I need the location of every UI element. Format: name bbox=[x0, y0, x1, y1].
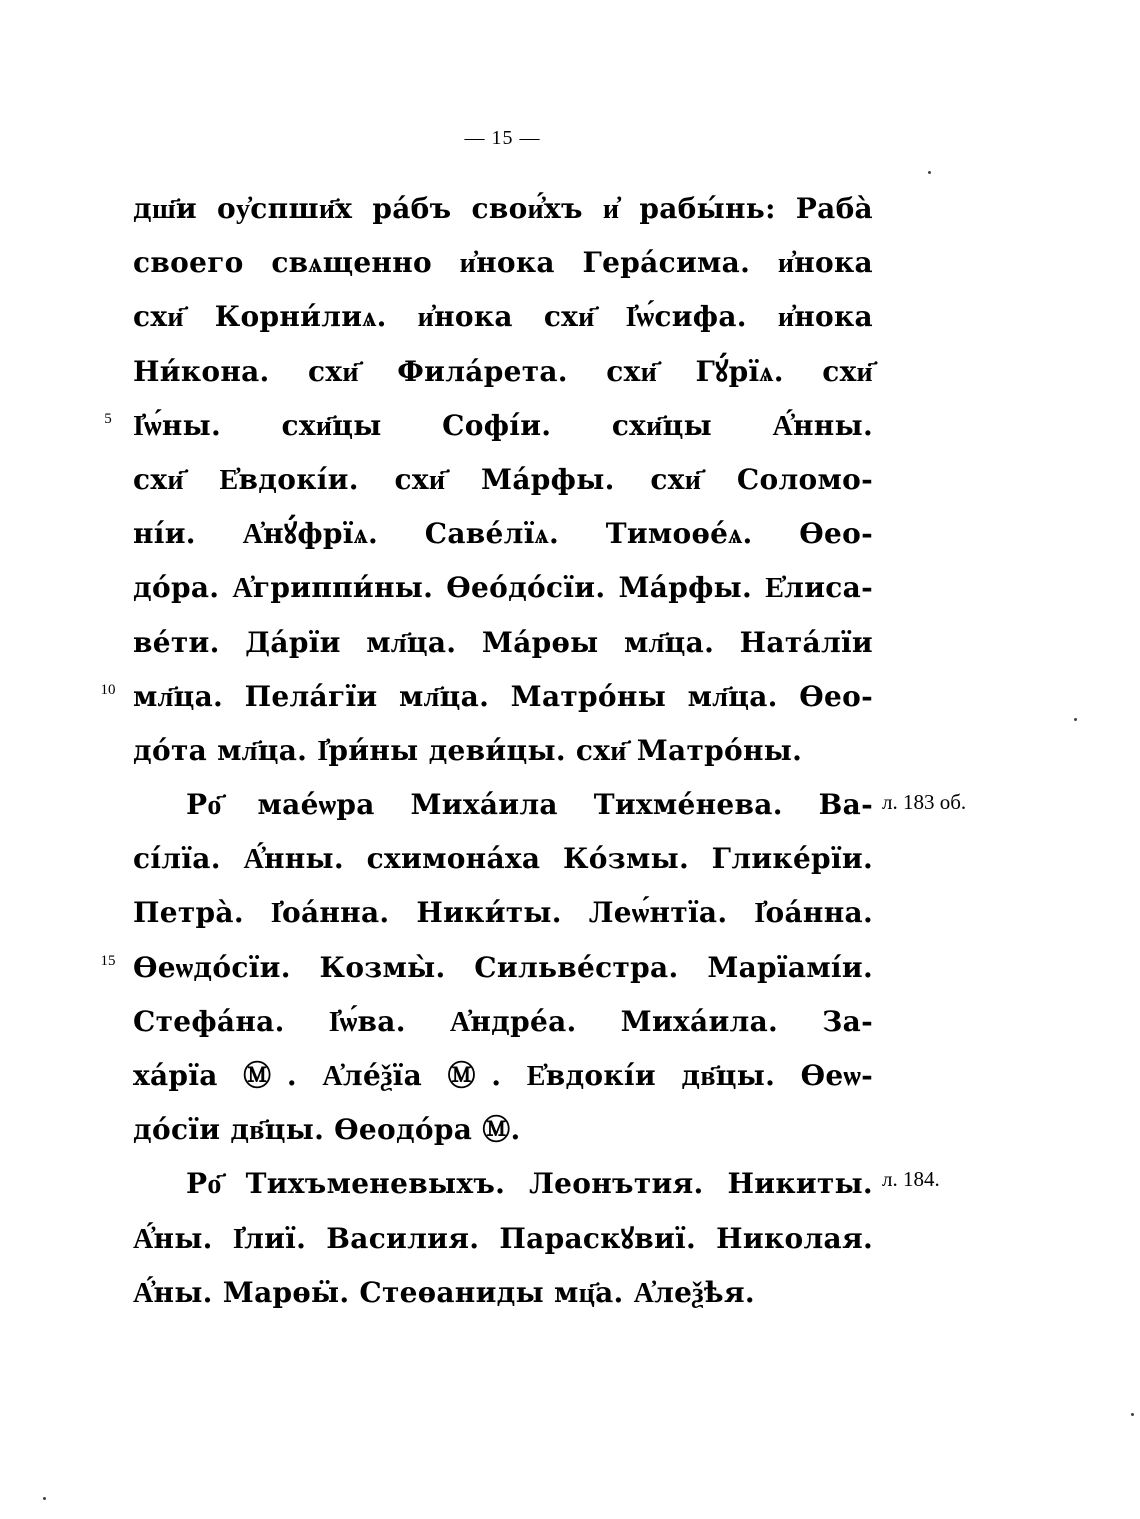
text-line: Ро҃ Тихъменевыхъ. Леонътия. Никиты. bbox=[186, 1167, 873, 1201]
paper-speck bbox=[1131, 1413, 1134, 1416]
text-line: до́ра. А҆гриппи́ны. Ѳео́до́сїи. Ма́рфы. Е҆лиса- bbox=[133, 571, 873, 605]
text-line: А҆́ны. І҆лиї. Василия. Параскꙋвиї. Николая. bbox=[133, 1221, 873, 1255]
text-line: дш҃и оу҆спши҃х ра́бъ свои҆́хъ и҆ рабы́нь: Раба̀ bbox=[133, 192, 873, 225]
text-line: до́сїи дв҃цы. Ѳеодо́ра Ⓜ. bbox=[133, 1113, 521, 1147]
text-block bbox=[133, 182, 873, 1320]
text-line: І҆ѡ́ны. схи҃цы Софі́и. схи҃цы А҆́нны. bbox=[133, 408, 873, 442]
text-line: мл҃ца. Пела́гїи мл҃ца. Матро́ны мл҃ца. Ѳео- bbox=[133, 679, 873, 713]
text-line: Ро҃ мае́ѡра Миха́ила Тихме́нева. Ва- bbox=[186, 788, 873, 822]
paper-speck bbox=[1074, 718, 1077, 721]
margin-note-folio: л. 183 об. bbox=[882, 790, 967, 814]
text-line: Ѳеѡдо́сїи. Козмы̀. Сильве́стра. Марїамі́и. bbox=[133, 950, 873, 984]
page-number: — 15 — bbox=[464, 127, 541, 149]
text-line: Стефа́на. І҆ѡ́ва. А҆ндре́а. Миха́ила. За- bbox=[133, 1004, 873, 1038]
margin-note-folio: л. 184. bbox=[882, 1167, 940, 1191]
text-line: схи҃ Корни́лиѧ. и҆нока схи҃ І҆ѡ́сифа. и҆нока bbox=[133, 300, 873, 334]
text-line: схи҃ Е҆вдокі́и. схи҃ Ма́рфы. схи҃ Соломо- bbox=[133, 462, 873, 496]
line-number-5: 5 bbox=[104, 411, 112, 427]
text-line: Петра̀. І҆оа́нна. Ники́ты. Леѡ́нтїа. І҆оа́нна. bbox=[133, 896, 873, 930]
paper-speck bbox=[43, 1497, 46, 1500]
text-line: Ни́кона. схи҃ Фила́рета. схи҃ Гꙋ́рїѧ. схи҃ bbox=[133, 354, 873, 388]
text-line: ні́и. А҆нꙋ́фрїѧ. Саве́лїѧ. Тимоѳе́ѧ. Ѳео- bbox=[133, 517, 873, 551]
text-line: сі́лїа. А҆́нны. схимона́ха Ко́змы. Глике́рїи. bbox=[133, 842, 873, 876]
paper-speck bbox=[928, 171, 931, 174]
text-line: А҆́ны. Марѳӹ. Стеѳаниды мц҃а. А҆леѯѣя. bbox=[133, 1275, 755, 1309]
text-line: своего свѧщенно и҆нока Гера́сима. и҆нока bbox=[133, 246, 873, 280]
line-number-15: 15 bbox=[100, 953, 116, 969]
text-line: ха́рїа Ⓜ. А҆ле́ѯїа Ⓜ. Е҆вдокі́и дв҃цы. Ѳеѡ- bbox=[133, 1059, 873, 1092]
text-line: ве́ти. Да́рїи мл҃ца. Ма́рѳы мл҃ца. Ната́лїи bbox=[133, 625, 873, 659]
line-number-10: 10 bbox=[100, 682, 116, 698]
text-line: до́та мл҃ца. І҆ри́ны деви́цы. схи҃ Матро́ны. bbox=[133, 733, 803, 767]
